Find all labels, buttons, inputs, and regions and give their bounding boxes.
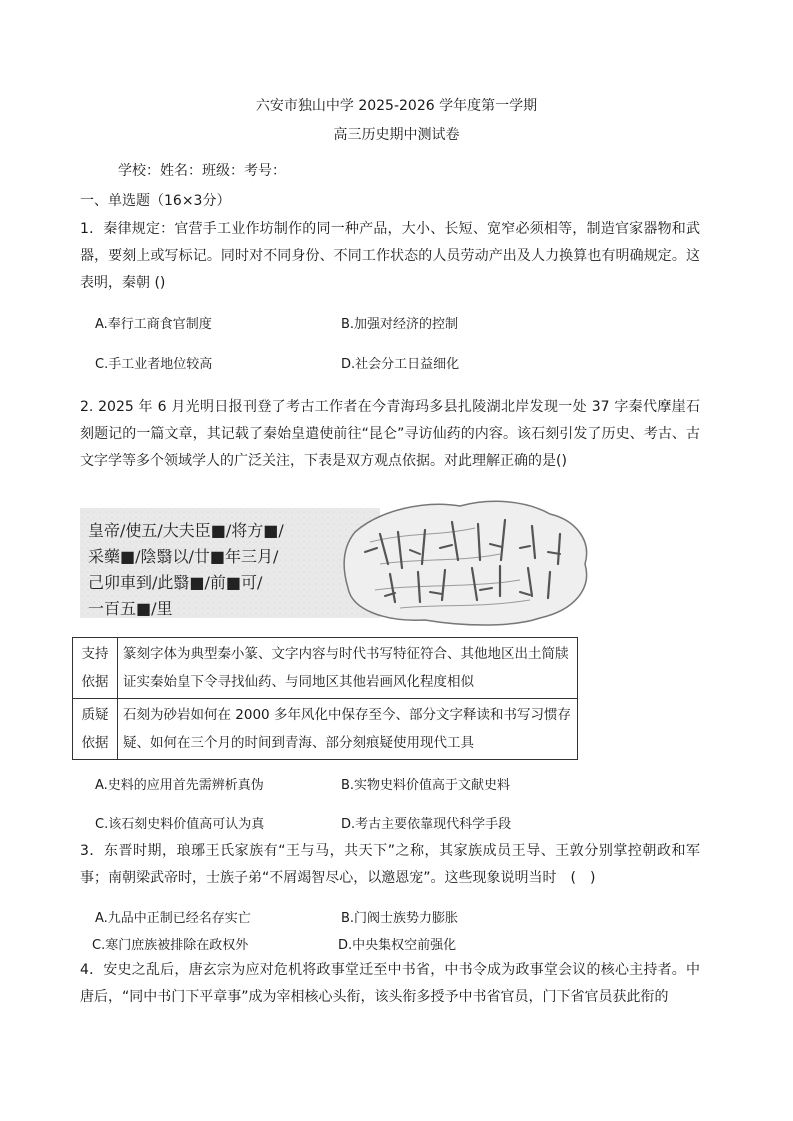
q3-option-c: C.寒门庶族被排除在政权外: [92, 938, 249, 953]
inscription-image: [80, 492, 608, 632]
rock-rubbing-drawing: [344, 501, 586, 625]
q1-option-a: A.奉行工商食官制度: [95, 317, 212, 332]
table-row: [73, 699, 578, 760]
student-info-line: 学校：姓名：班级：考号：: [118, 163, 286, 179]
q2-option-a: A.史料的应用首先需辨析真伪: [95, 778, 264, 793]
question-1-stem: 1．秦律规定：官营手工业作坊制作的同一种产品，大小、长短、宽窄必须相等，制造官家器物和武器，要刻上或写标记。同时对不同身份、不同工作状态的人员劳动产出及人力换算也有明确规定。这表明，秦朝 (): [80, 221, 700, 291]
exam-title: 六安市独山中学 2025-2026 学年度第一学期: [255, 98, 538, 114]
question-3-stem: 3．东晋时期，琅琊王氏家族有“王与马，共天下”之称，其家族成员王导、王敦分别掌控朝政和军事；南朝梁武帝时，士族子弟“不屑竭智尽心，以邀恩宠”。这些现象说明当时 ( ): [80, 843, 700, 886]
q2-option-b: B.实物史料价值高于文献史料: [341, 778, 511, 793]
row-text-doubt: 石刻为砂岩如何在 2000 多年风化中保存至今、部分文字释读和书写习惯存疑、如何在三个月的时间到青海、部分刻痕疑使用现代工具: [118, 699, 578, 760]
inscription-line-1: 皇帝/使五/大夫臣■/将方■/: [88, 521, 284, 540]
q2-option-d: D.考古主要依靠现代科学手段: [341, 817, 512, 832]
row-text-support: 篆刻字体为典型秦小篆、文字内容与时代书写特征符合、其他地区出土简牍证实秦始皇下令寻找仙药、与同地区其他岩画风化程度相似: [118, 638, 578, 699]
inscription-line-4: 一百五■/里: [88, 599, 173, 618]
table-row: [73, 638, 578, 699]
q3-option-b: B.门阀士族势力膨胀: [341, 911, 459, 926]
q1-option-c: C.手工业者地位较高: [95, 357, 213, 372]
q1-option-d: D.社会分工日益细化: [341, 357, 460, 372]
row-head-support: 支持依据: [73, 638, 118, 699]
section-heading: 一、单选题（16×3分）: [80, 193, 231, 209]
exam-subtitle: 高三历史期中测试卷: [333, 127, 460, 143]
question-2-stem: 2. 2025 年 6 月光明日报刊登了考古工作者在今青海玛多县扎陵湖北岸发现一处 37 字秦代摩崖石刻题记的一篇文章，其记载了秦始皇遣使前往“昆仑”寻访仙药的内容。该石刻引发了历史、考古、古文字学等多个领域学人的广泛关注，下表是双方观点依据。对此理解正确的是(): [80, 399, 700, 469]
inscription-line-3: 己卯車到/此翳■/前■可/: [88, 573, 263, 592]
q1-option-b: B.加强对经济的控制: [341, 317, 459, 332]
evidence-table: [72, 637, 578, 760]
question-4-stem: 4．安史之乱后，唐玄宗为应对危机将政事堂迁至中书省，中书令成为政事堂会议的核心主持者。中唐后，“同中书门下平章事”成为宰相核心头衔，该头衔多授予中书省官员，门下省官员获此衔的: [80, 962, 700, 1005]
q3-option-a: A.九品中正制已经名存实亡: [95, 911, 251, 926]
row-head-doubt: 质疑依据: [73, 699, 118, 760]
inscription-figure: [80, 492, 608, 632]
inscription-line-2: 采藥■/陰翳以/廿■年三月/: [88, 547, 279, 566]
q3-option-d: D.中央集权空前强化: [338, 938, 457, 953]
q2-option-c: C.该石刻史料价值高可认为真: [95, 817, 265, 832]
